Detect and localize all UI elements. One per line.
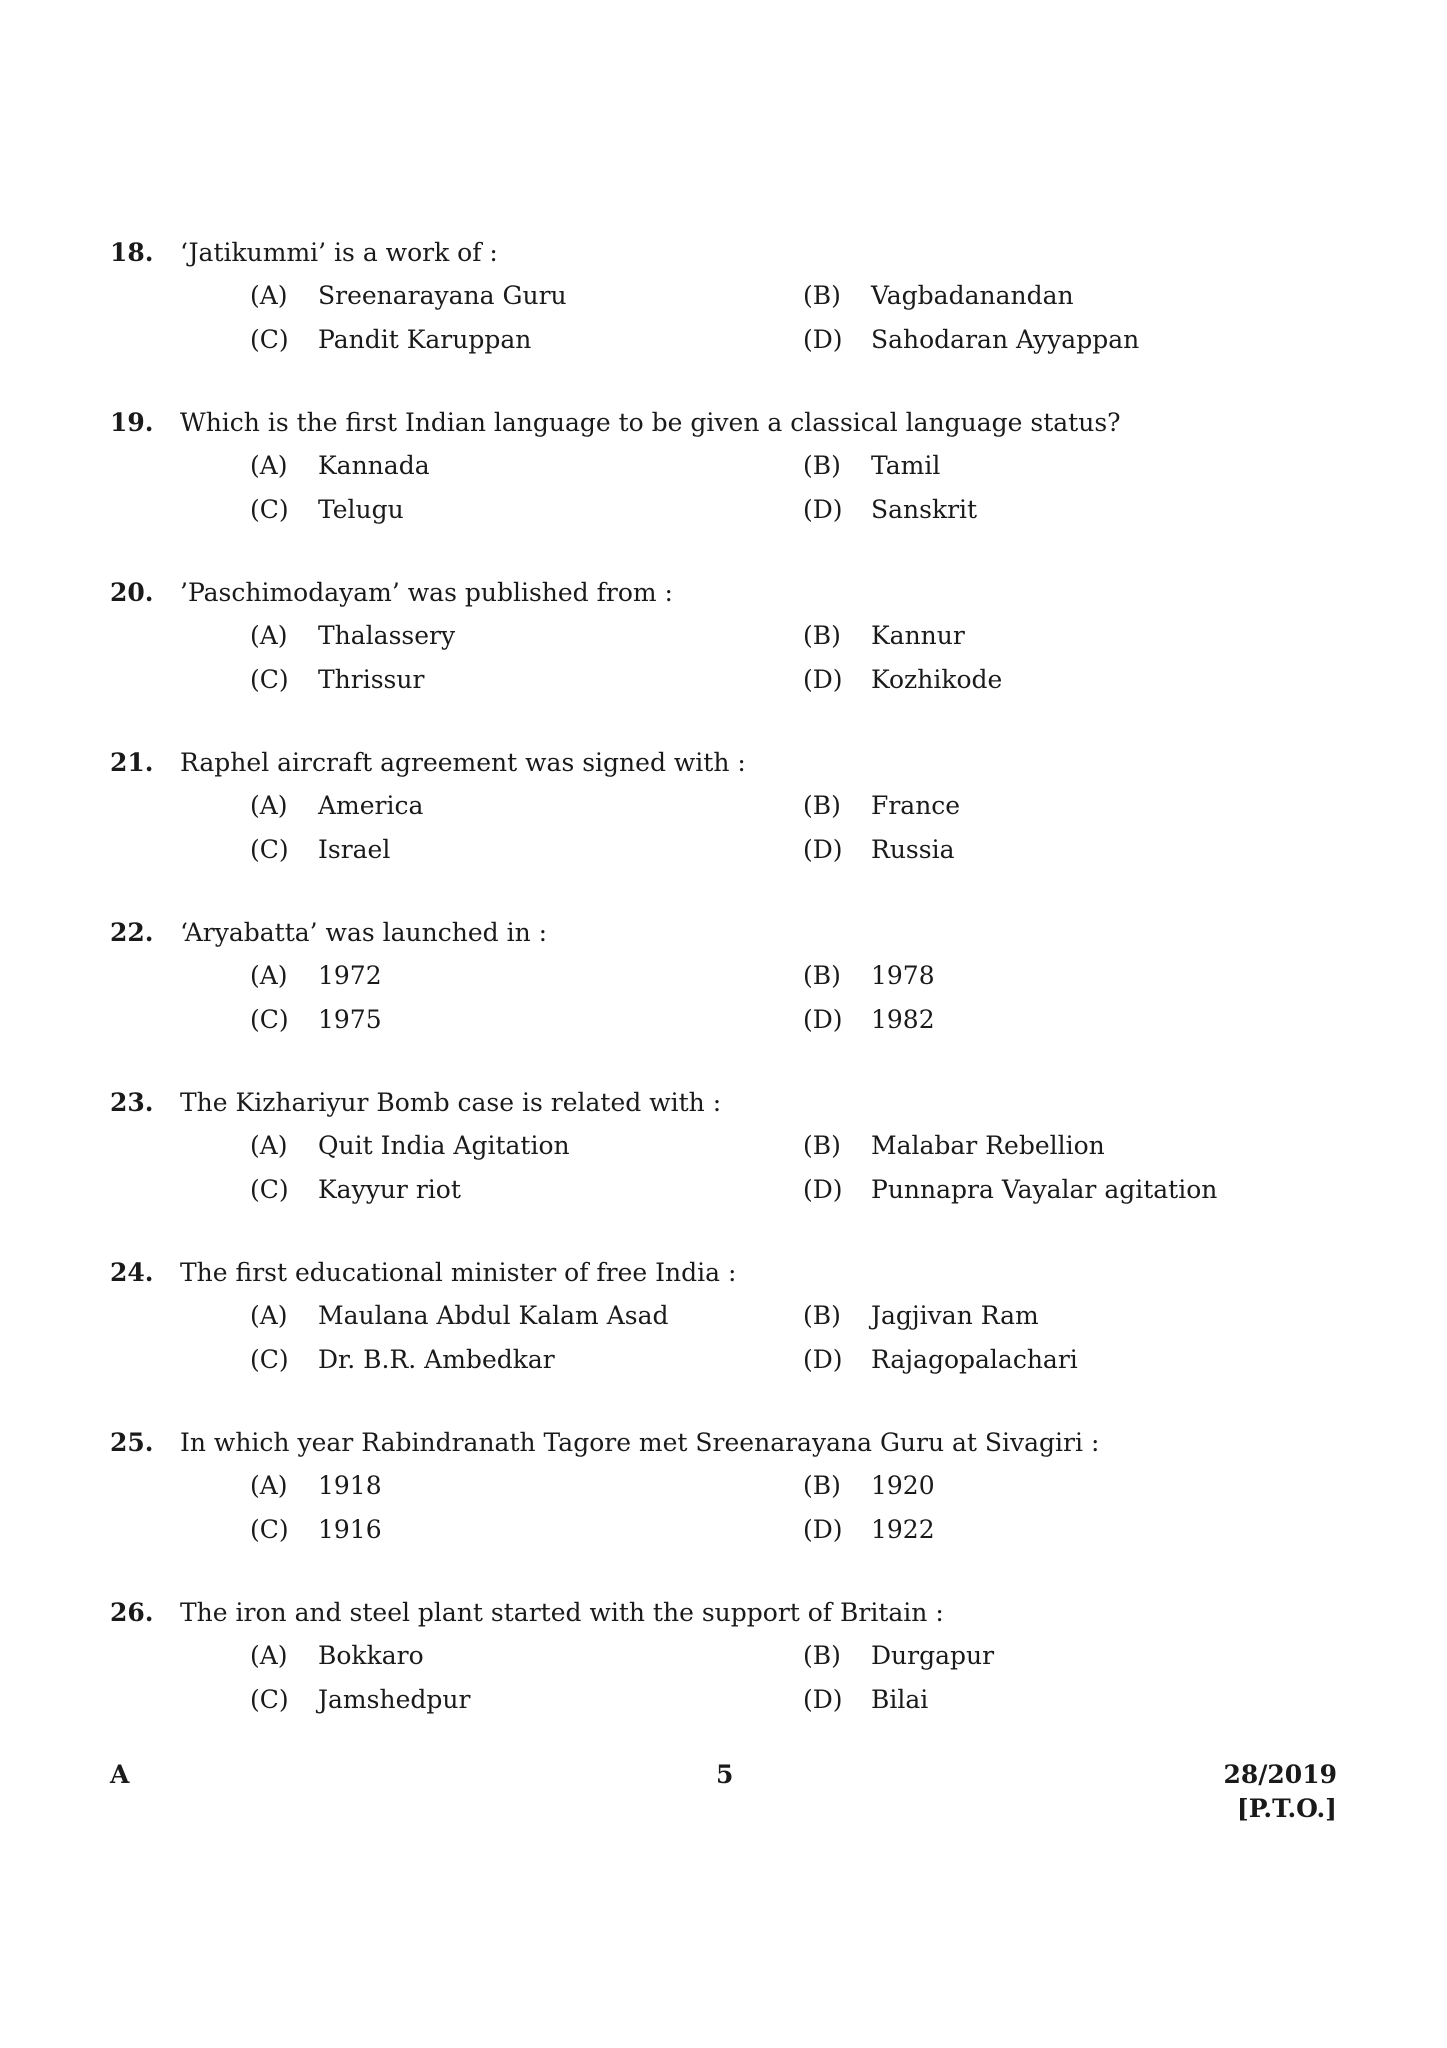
option-b: (B) Durgapur [803,1641,995,1670]
option-b: (B) 1920 [803,1471,935,1500]
question-18 [110,232,1350,362]
question-number: 22. [110,918,154,947]
question-number: 21. [110,748,154,777]
question-text: In which year Rabindranath Tagore met Sreenarayana Guru at Sivagiri : [180,1428,1100,1457]
question-number: 18. [110,238,154,267]
question-text: The first educational minister of free India : [180,1258,737,1287]
option-a: (A) Kannada [250,451,430,480]
option-c: (C) Thrissur [250,665,425,694]
option-c: (C) Telugu [250,495,404,524]
option-d: (D) Sahodaran Ayyappan [803,325,1140,354]
option-d: (D) 1922 [803,1515,935,1544]
question-number: 23. [110,1088,154,1117]
pto-label: [P.T.O.] [1236,1794,1337,1823]
question-number: 26. [110,1598,154,1627]
option-a: (A) Bokkaro [250,1641,424,1670]
question-19 [110,402,1350,532]
question-21 [110,742,1350,872]
question-number: 20. [110,578,154,607]
option-b: (B) Jagjivan Ram [803,1301,1039,1330]
option-c: (C) 1975 [250,1005,382,1034]
option-d: (D) Punnapra Vayalar agitation [803,1175,1218,1204]
option-b: (B) Kannur [803,621,965,650]
option-c: (C) Israel [250,835,391,864]
question-number: 24. [110,1258,154,1287]
option-b: (B) France [803,791,961,820]
option-d: (D) Russia [803,835,955,864]
option-b: (B) Tamil [803,451,941,480]
option-a: (A) Sreenarayana Guru [250,281,567,310]
exam-code: 28/2019 [1223,1760,1337,1789]
question-text: ‘Aryabatta’ was launched in : [180,918,548,947]
option-a: (A) 1918 [250,1471,382,1500]
question-20 [110,572,1350,702]
question-26 [110,1592,1350,1722]
question-number: 25. [110,1428,154,1457]
option-d: (D) Bilai [803,1685,929,1714]
option-a: (A) Quit India Agitation [250,1131,570,1160]
option-d: (D) 1982 [803,1005,935,1034]
option-b: (B) 1978 [803,961,935,990]
option-c: (C) Pandit Karuppan [250,325,532,354]
question-text: ’Paschimodayam’ was published from : [180,578,673,607]
question-22 [110,912,1350,1042]
question-23 [110,1082,1350,1212]
question-text: ‘Jatikummi’ is a work of : [180,238,498,267]
option-d: (D) Kozhikode [803,665,1003,694]
option-c: (C) 1916 [250,1515,382,1544]
question-text: The iron and steel plant started with the support of Britain : [180,1598,944,1627]
question-24 [110,1252,1350,1382]
page-footer [0,1760,1447,1840]
option-b: (B) Vagbadanandan [803,281,1074,310]
question-text: Raphel aircraft agreement was signed with : [180,748,746,777]
question-set-label: A [110,1760,130,1789]
option-a: (A) America [250,791,424,820]
option-c: (C) Kayyur riot [250,1175,461,1204]
option-b: (B) Malabar Rebellion [803,1131,1105,1160]
question-number: 19. [110,408,154,437]
question-text: The Kizhariyur Bomb case is related with : [180,1088,722,1117]
page-number: 5 [716,1760,734,1789]
option-a: (A) Maulana Abdul Kalam Asad [250,1301,669,1330]
option-d: (D) Rajagopalachari [803,1345,1078,1374]
option-c: (C) Jamshedpur [250,1685,471,1714]
option-a: (A) Thalassery [250,621,456,650]
question-25 [110,1422,1350,1552]
option-a: (A) 1972 [250,961,382,990]
question-text: Which is the first Indian language to be given a classical language status? [180,408,1121,437]
option-c: (C) Dr. B.R. Ambedkar [250,1345,555,1374]
option-d: (D) Sanskrit [803,495,978,524]
